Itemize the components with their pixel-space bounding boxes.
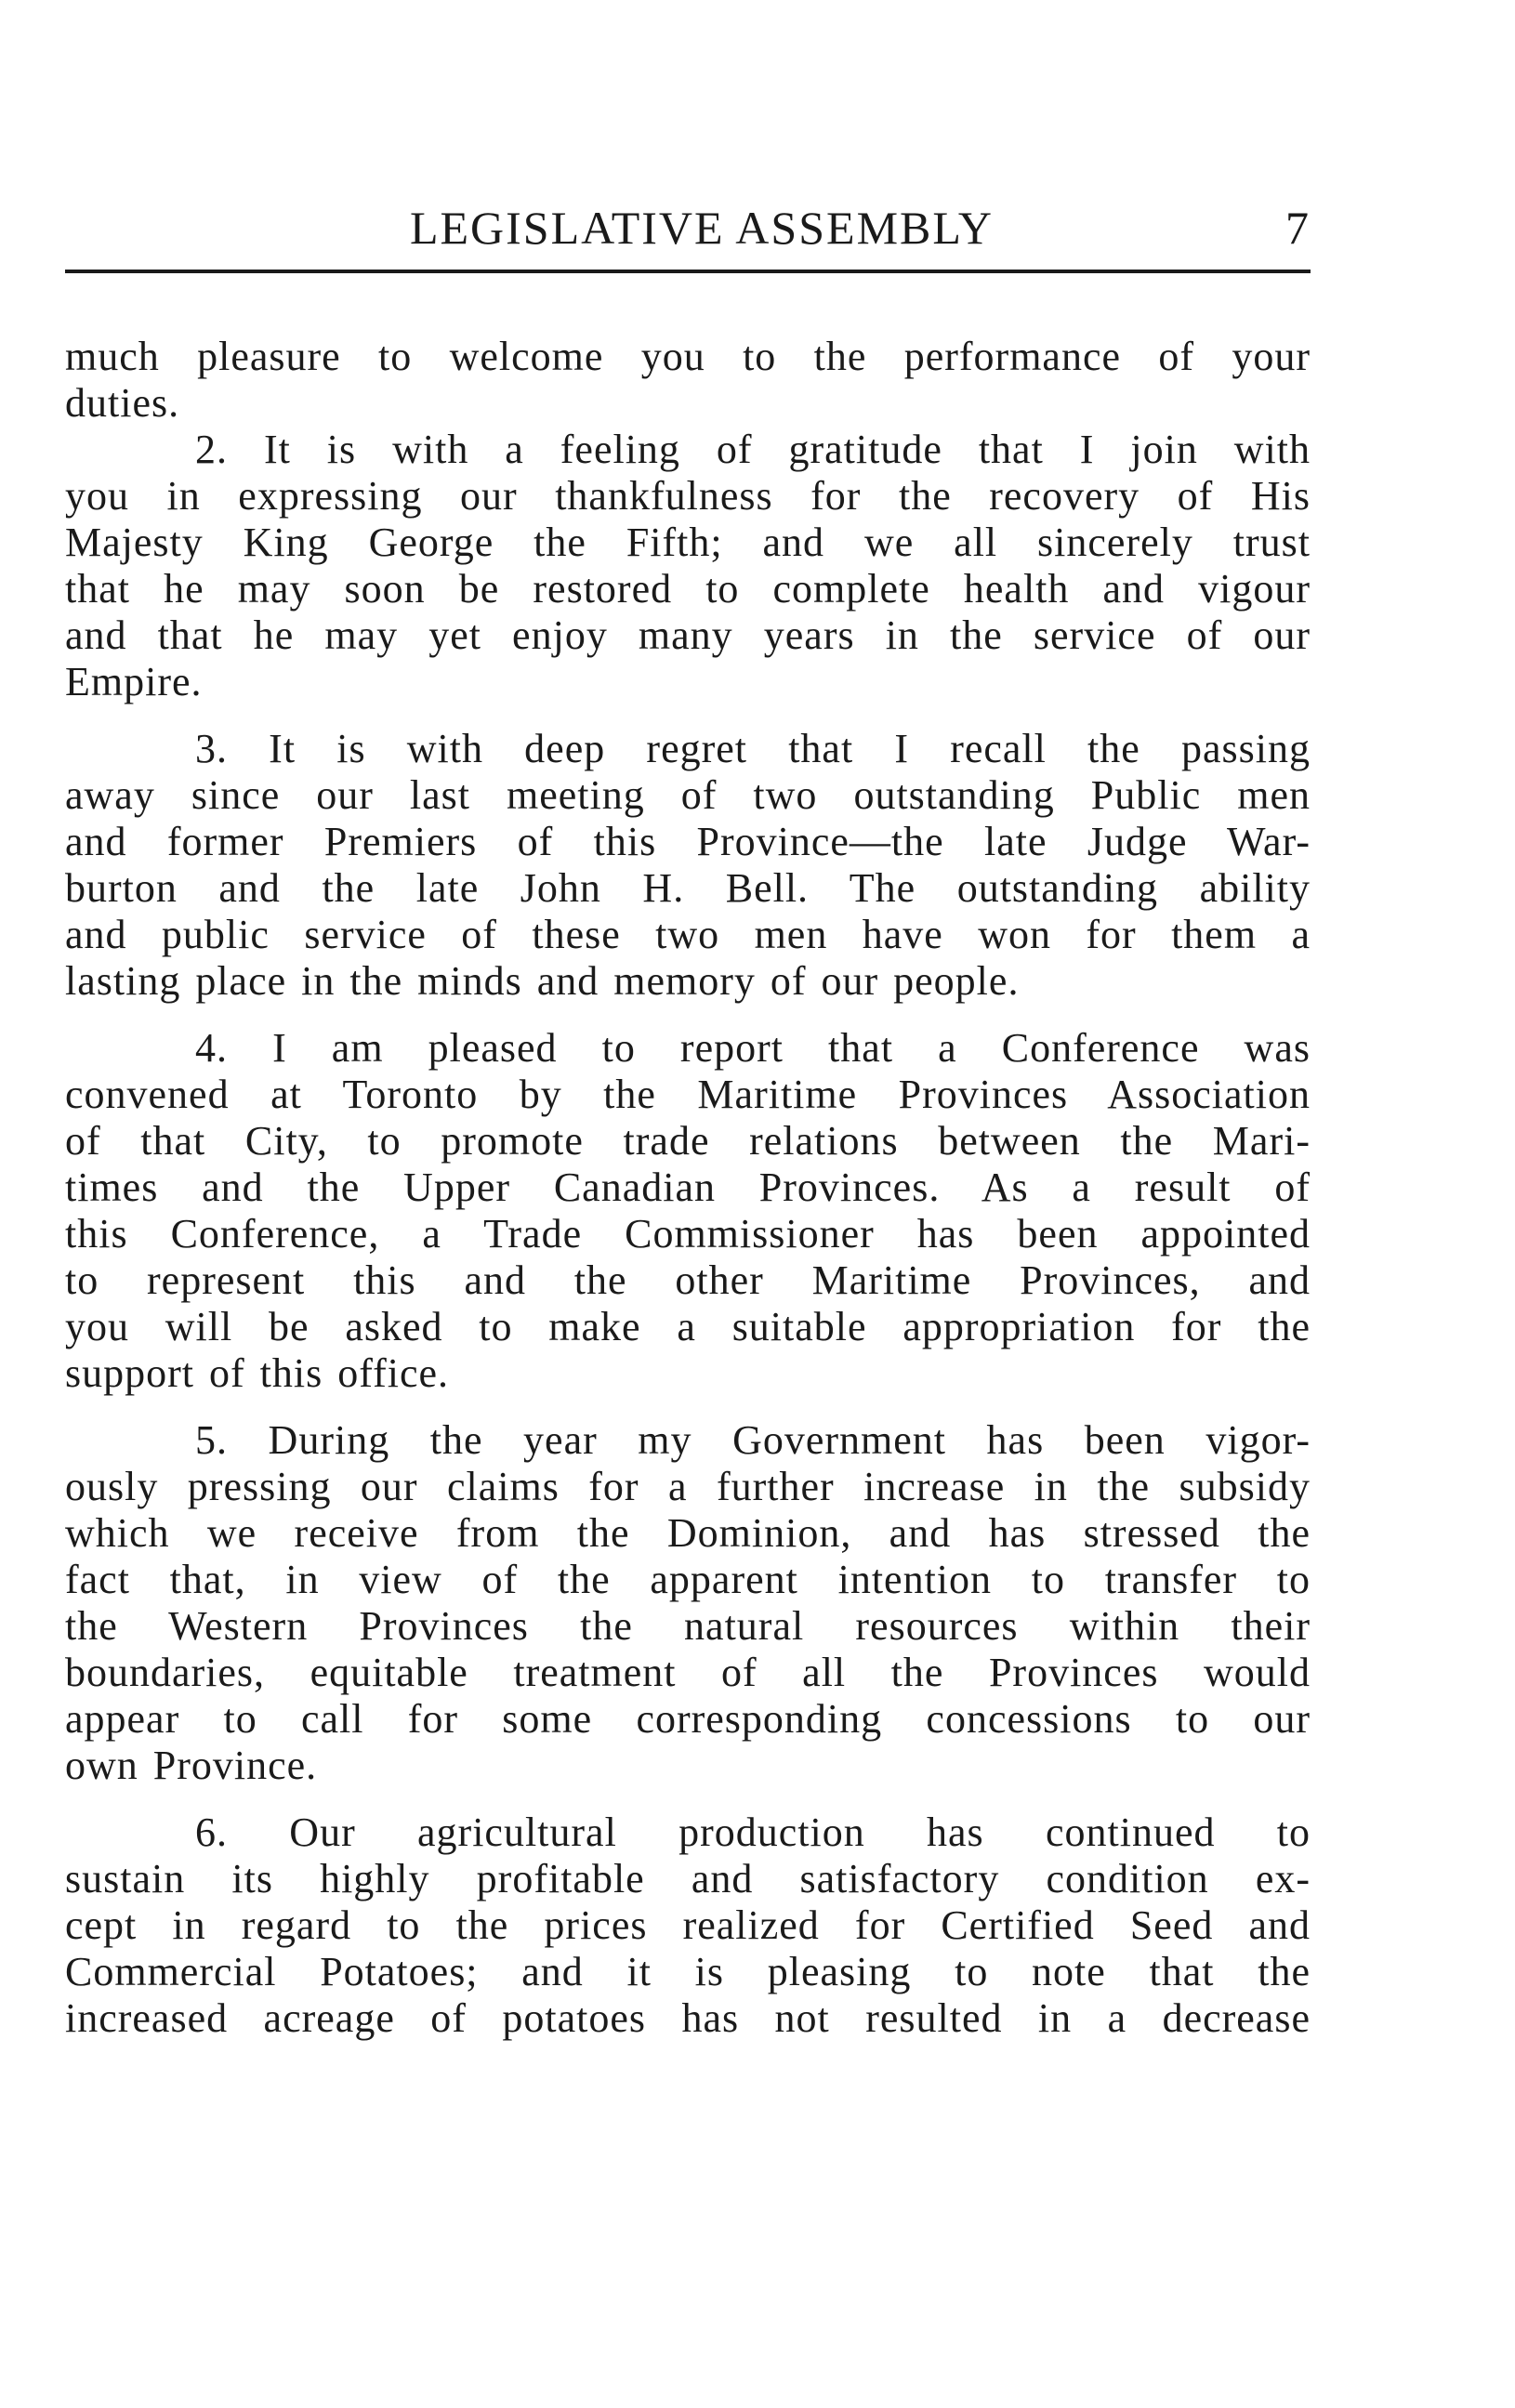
text-line: Empire. xyxy=(65,659,203,704)
body-text xyxy=(65,334,1311,2042)
paragraph-2 xyxy=(65,427,1311,705)
running-title: LEGISLATIVE ASSEMBLY xyxy=(409,202,995,254)
page-number: 7 xyxy=(1285,202,1311,254)
paragraph-4 xyxy=(65,1025,1311,1397)
text-line: Commercial Potatoes; and it is pleasing to note that the xyxy=(65,1949,1311,1994)
text-line: burton and the late John H. Bell. The outstanding ability xyxy=(65,865,1311,911)
text-line: away since our last meeting of two outstanding Public men xyxy=(65,772,1311,818)
text-line: and former Premiers of this Province—the late Judge War- xyxy=(65,819,1311,864)
text-line: duties. xyxy=(65,380,180,426)
text-line: own Province. xyxy=(65,1743,318,1788)
text-line: of that City, to promote trade relations between the Mari- xyxy=(65,1118,1311,1164)
text-line: Majesty King George the Fifth; and we all sincerely trust xyxy=(65,520,1311,565)
text-line: increased acreage of potatoes has not resulted in a decrease xyxy=(65,1995,1311,2041)
running-header xyxy=(65,195,1311,260)
document-page xyxy=(65,195,1311,2062)
text-line: 3. It is with deep regret that I recall the passing xyxy=(195,726,1311,771)
text-line: 6. Our agricultural production has continued to xyxy=(195,1809,1311,1855)
text-line: and that he may yet enjoy many years in the service of our xyxy=(65,612,1311,658)
text-line: which we receive from the Dominion, and has stressed the xyxy=(65,1510,1311,1556)
text-line: cept in regard to the prices realized for Certified Seed and xyxy=(65,1902,1311,1948)
text-line: convened at Toronto by the Maritime Provinces Association xyxy=(65,1072,1311,1117)
text-line: appear to call for some corresponding concessions to our xyxy=(65,1696,1311,1742)
text-line: the Western Provinces the natural resources within their xyxy=(65,1603,1311,1649)
text-line: you in expressing our thankfulness for the recovery of His xyxy=(65,473,1311,519)
paragraph-3 xyxy=(65,726,1311,1005)
text-line: that he may soon be restored to complete health and vigour xyxy=(65,566,1311,612)
text-line: support of this office. xyxy=(65,1350,450,1396)
text-line: boundaries, equitable treatment of all the Provinces would xyxy=(65,1650,1311,1695)
text-line: 4. I am pleased to report that a Conference was xyxy=(195,1025,1311,1071)
text-line: sustain its highly profitable and satisfactory condition ex- xyxy=(65,1856,1311,1901)
text-line: 2. It is with a feeling of gratitude that I join with xyxy=(195,427,1311,472)
text-line: and public service of these two men have won for them a xyxy=(65,912,1311,957)
text-line: 5. During the year my Government has been vigor- xyxy=(195,1417,1311,1463)
text-line: you will be asked to make a suitable appropriation for the xyxy=(65,1304,1311,1349)
text-line: to represent this and the other Maritime Provinces, and xyxy=(65,1257,1311,1303)
text-line: lasting place in the minds and memory of our people. xyxy=(65,958,1020,1004)
text-line: times and the Upper Canadian Provinces. As a result of xyxy=(65,1165,1311,1210)
header-rule xyxy=(65,270,1311,273)
text-line: this Conference, a Trade Commissioner has been appointed xyxy=(65,1211,1311,1257)
text-line: much pleasure to welcome you to the performance of your xyxy=(65,334,1311,379)
text-line: fact that, in view of the apparent intention to transfer to xyxy=(65,1557,1311,1602)
paragraph-6 xyxy=(65,1809,1311,2042)
paragraph-5 xyxy=(65,1417,1311,1789)
text-line: ously pressing our claims for a further increase in the subsidy xyxy=(65,1464,1311,1509)
paragraph-continuation xyxy=(65,334,1311,427)
